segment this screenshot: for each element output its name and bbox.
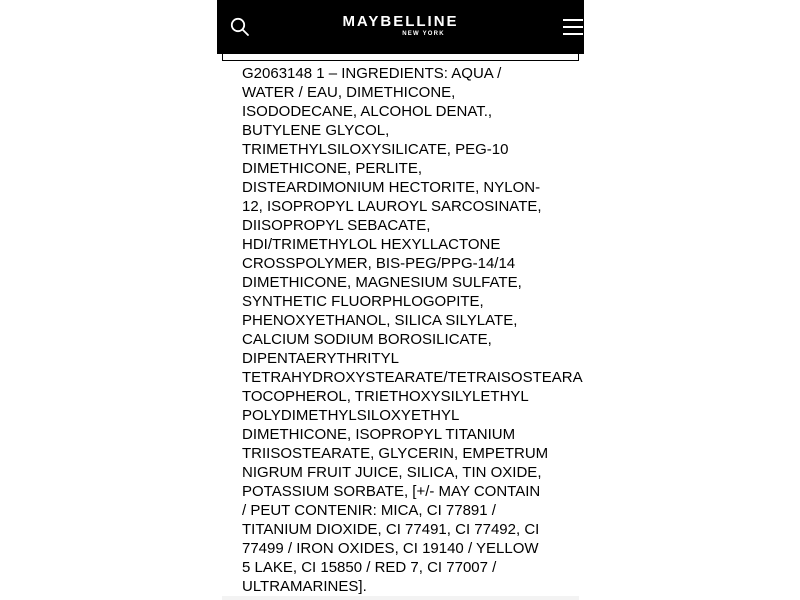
ingredients-line: TETRAHYDROXYSTEARATE/TETRAISOSTEARA <box>242 369 583 386</box>
content-panel-border <box>222 54 579 61</box>
ingredients-line: BUTYLENE GLYCOL, <box>242 122 390 139</box>
ingredients-line: 5 LAKE, CI 15850 / RED 7, CI 77007 / <box>242 559 497 576</box>
ingredients-line: ISODODECANE, ALCOHOL DENAT., <box>242 103 493 120</box>
ingredients-line: DIPENTAERYTHRITYL <box>242 350 399 367</box>
ingredients-line: / PEUT CONTENIR: MICA, CI 77891 / <box>242 502 496 519</box>
brand-logo[interactable] <box>217 14 584 38</box>
ingredients-line: 77499 / IRON OXIDES, CI 19140 / YELLOW <box>242 540 539 557</box>
ingredients-line: TRIISOSTEARATE, GLYCERIN, EMPETRUM <box>242 445 549 462</box>
ingredients-line: DIISOPROPYL SEBACATE, <box>242 217 431 234</box>
ingredients-line: DIMETHICONE, PERLITE, <box>242 160 423 177</box>
menu-button[interactable] <box>563 19 583 35</box>
ingredients-line: TRIMETHYLSILOXYSILICATE, PEG-10 <box>242 141 509 158</box>
ingredients-line: WATER / EAU, DIMETHICONE, <box>242 84 456 101</box>
ingredients-line: ULTRAMARINES]. <box>242 578 367 595</box>
ingredients-line: TOCOPHEROL, TRIETHOXYSILYLETHYL <box>242 388 529 405</box>
ingredients-text <box>242 64 582 596</box>
ingredients-line: DIMETHICONE, ISOPROPYL TITANIUM <box>242 426 516 443</box>
brand-name: MAYBELLINE <box>342 13 459 30</box>
ingredients-line: PHENOXYETHANOL, SILICA SILYLATE, <box>242 312 518 329</box>
brand-subtitle: NEW YORK <box>402 31 445 37</box>
ingredients-line: CALCIUM SODIUM BOROSILICATE, <box>242 331 492 348</box>
ingredients-line: POTASSIUM SORBATE, [+/- MAY CONTAIN <box>242 483 541 500</box>
site-header <box>217 0 584 54</box>
ingredients-line: POLYDIMETHYLSILOXYETHYL <box>242 407 460 424</box>
ingredients-line: HDI/TRIMETHYLOL HEXYLLACTONE <box>242 236 501 253</box>
mobile-page <box>217 0 584 600</box>
ingredients-line: NIGRUM FRUIT JUICE, SILICA, TIN OXIDE, <box>242 464 542 481</box>
ingredients-line: TITANIUM DIOXIDE, CI 77491, CI 77492, CI <box>242 521 540 538</box>
ingredients-line: SYNTHETIC FLUORPHLOGOPITE, <box>242 293 484 310</box>
ingredients-line: CROSSPOLYMER, BIS-PEG/PPG-14/14 <box>242 255 516 272</box>
ingredients-line: G2063148 1 – INGREDIENTS: AQUA / <box>242 65 502 82</box>
ingredients-line: DISTEARDIMONIUM HECTORITE, NYLON- <box>242 179 541 196</box>
bottom-divider <box>222 596 579 600</box>
ingredients-line: 12, ISOPROPYL LAUROYL SARCOSINATE, <box>242 198 542 215</box>
ingredients-line: DIMETHICONE, MAGNESIUM SULFATE, <box>242 274 522 291</box>
